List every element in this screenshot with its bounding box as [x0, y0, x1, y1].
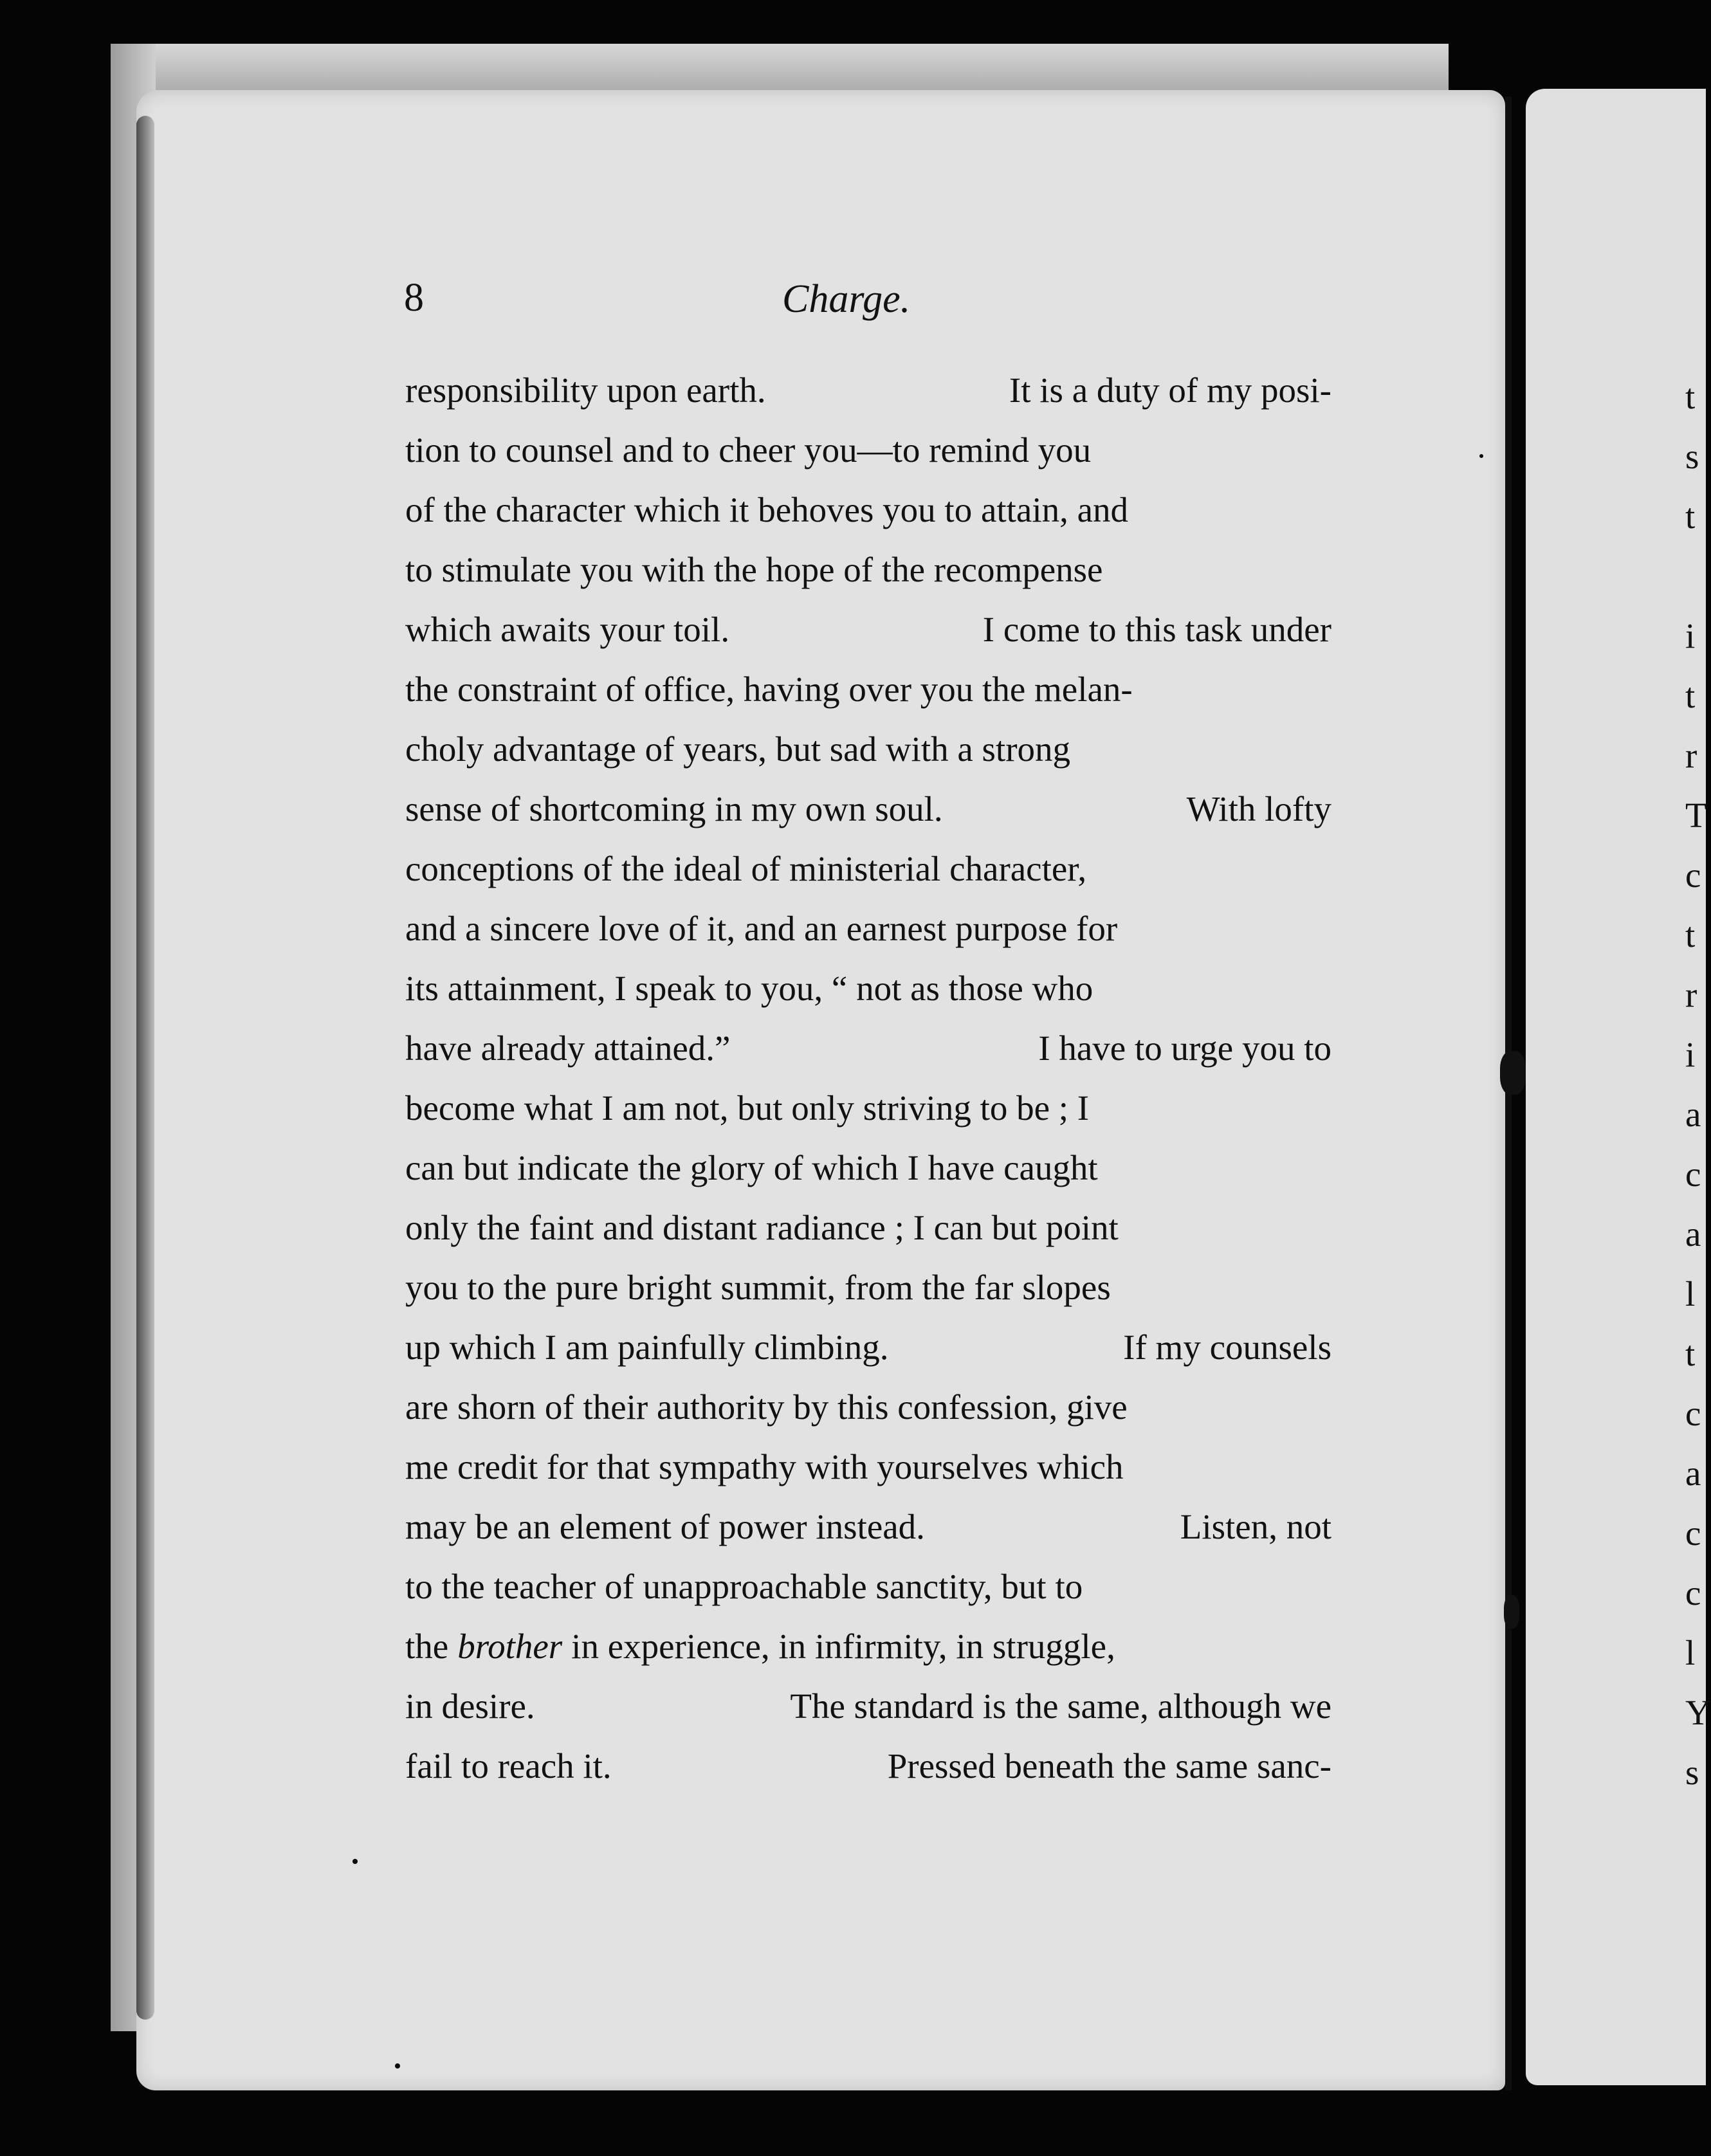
facing-page: [1526, 89, 1711, 2085]
text-segment: choly advantage of years, but sad with a strong: [405, 729, 1071, 769]
text-segment: me credit for that sympathy with yourselves which: [405, 1447, 1124, 1486]
text-line: [405, 599, 1331, 659]
text-line: [405, 779, 1331, 839]
text-segment: of the character which it behoves you to attain, and: [405, 490, 1129, 529]
text-line: [405, 1676, 1331, 1736]
facing-page-fragment: t: [1685, 676, 1696, 715]
page-binding-shadow: [136, 116, 154, 2020]
page-header: [404, 275, 1330, 340]
text-line: [405, 1018, 1331, 1078]
text-segment: may be an element of power instead.: [405, 1507, 925, 1546]
text-segment: can but indicate the glory of which I have caught: [405, 1148, 1098, 1187]
text-segment: are shorn of their authority by this confession, give: [405, 1387, 1128, 1427]
text-segment: fail to reach it.: [405, 1746, 612, 1786]
facing-page-fragment: t: [1685, 377, 1696, 416]
italic-word: brother: [457, 1627, 563, 1666]
text-segment: conceptions of the ideal of ministerial character,: [405, 849, 1087, 888]
facing-page-fragment: t: [1685, 497, 1696, 536]
paper-speck: [352, 1859, 358, 1864]
text-line: [405, 1557, 1331, 1616]
text-segment: which awaits your toil.: [405, 610, 730, 649]
facing-page-fragment: i: [1685, 1035, 1696, 1074]
text-segment: With lofty: [1186, 789, 1331, 828]
text-segment: The standard is the same, although we: [790, 1686, 1331, 1726]
facing-page-fragment: a: [1685, 1454, 1701, 1493]
text-line: [405, 1616, 1331, 1676]
text-line: [405, 839, 1331, 899]
running-head: Charge.: [782, 277, 911, 321]
paper-speck: [1479, 454, 1483, 458]
text-line: [405, 420, 1331, 480]
text-segment: up which I am painfully climbing.: [405, 1328, 889, 1367]
body-text: [405, 360, 1331, 1796]
facing-page-fragment: c: [1685, 1394, 1701, 1433]
text-segment: you to the pure bright summit, from the far slopes: [405, 1268, 1111, 1307]
facing-page-fragment: i: [1685, 616, 1696, 655]
text-line: [405, 1257, 1331, 1317]
facing-page-fragment: s: [1685, 1753, 1699, 1792]
facing-page-fragment: s: [1685, 437, 1699, 476]
facing-page-fragment: T: [1685, 796, 1707, 835]
text-segment: the: [405, 1627, 449, 1666]
text-line: [405, 1078, 1331, 1138]
facing-page-fragment: t: [1685, 1334, 1696, 1373]
text-line: [405, 1198, 1331, 1257]
text-line: [405, 1138, 1331, 1198]
text-segment: tion to counsel and to cheer you—to remind you: [405, 430, 1092, 470]
facing-page-fragment: Y: [1685, 1693, 1711, 1732]
text-segment: have already attained.”: [405, 1028, 731, 1068]
text-segment: in desire.: [405, 1686, 535, 1726]
text-line: [405, 540, 1331, 599]
text-segment: to the teacher of unapproachable sanctity, but to: [405, 1567, 1083, 1606]
text-segment: I come to this task under: [982, 610, 1331, 649]
facing-page-fragment: r: [1685, 975, 1697, 1014]
text-segment: Pressed beneath the same sanc-: [887, 1746, 1331, 1786]
facing-page-fragment: r: [1685, 736, 1697, 775]
text-line: [405, 1497, 1331, 1557]
facing-page-fragment: [1685, 546, 1703, 606]
facing-page-fragment: c: [1685, 1155, 1701, 1194]
text-line: [405, 958, 1331, 1018]
text-segment: to stimulate you with the hope of the recompense: [405, 550, 1103, 589]
text-segment: I have to urge you to: [1038, 1028, 1331, 1068]
text-line: [405, 659, 1331, 719]
text-segment: It is a duty of my posi-: [1009, 370, 1331, 410]
page-number: 8: [404, 276, 424, 320]
page-top-edge: [111, 44, 1449, 95]
binding-thread-mark: [1500, 1051, 1526, 1095]
text-segment: its attainment, I speak to you, “ not as those who: [405, 969, 1093, 1008]
text-segment: Listen, not: [1180, 1507, 1331, 1546]
text-line: [405, 1317, 1331, 1377]
text-segment: in experience, in infirmity, in struggle,: [571, 1627, 1115, 1666]
text-line: [405, 360, 1331, 420]
facing-page-fragment: c: [1685, 855, 1701, 895]
text-segment: only the faint and distant radiance ; I can but point: [405, 1208, 1119, 1247]
text-line: [405, 719, 1331, 779]
facing-page-fragment: c: [1685, 1573, 1701, 1612]
text-segment: sense of shortcoming in my own soul.: [405, 789, 943, 828]
text-line: [405, 1437, 1331, 1497]
paper-speck: [395, 2063, 400, 2069]
binding-thread-mark: [1504, 1595, 1519, 1629]
text-segment: become what I am not, but only striving to be ; I: [405, 1088, 1090, 1128]
text-line: [405, 1377, 1331, 1437]
text-line: [405, 899, 1331, 958]
text-segment: responsibility upon earth.: [405, 370, 766, 410]
facing-page-fragment: a: [1685, 1095, 1701, 1134]
facing-page-fragment: t: [1685, 915, 1696, 955]
text-segment: If my counsels: [1123, 1328, 1331, 1367]
text-line: [405, 1736, 1331, 1796]
facing-page-fragment: l: [1685, 1274, 1696, 1313]
facing-page-fragment: l: [1685, 1633, 1696, 1672]
facing-page-fragment: a: [1685, 1214, 1701, 1254]
text-line: [405, 480, 1331, 540]
facing-page-fragment: c: [1685, 1513, 1701, 1553]
facing-page-text-fragments: [1685, 367, 1711, 1802]
text-segment: and a sincere love of it, and an earnest purpose for: [405, 909, 1118, 948]
text-segment: the constraint of office, having over you the melan-: [405, 670, 1133, 709]
